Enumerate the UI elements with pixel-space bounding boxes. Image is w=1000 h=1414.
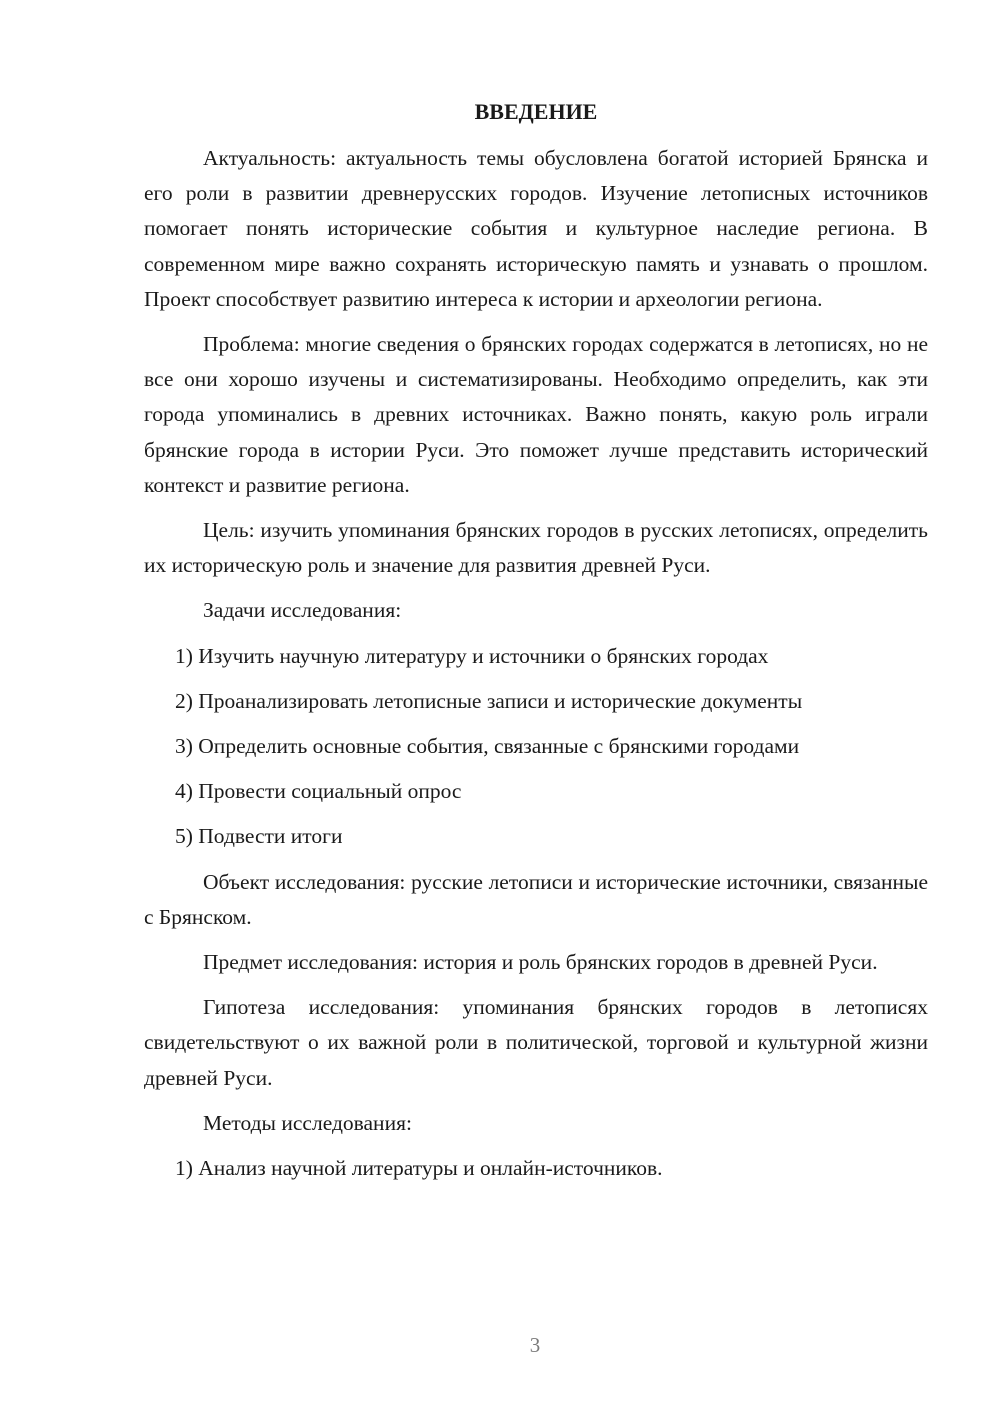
object-paragraph: Объект исследования: русские летописи и исторические источники, связанные с Брянском. (144, 869, 928, 929)
problem-paragraph: Проблема: многие сведения о брянских городах содержатся в летописях, но не все они хорошо изучены и систематизированы. Необходимо определить, как эти города упоминались в древних источниках. Важно понять, какую роль играли брянские города в истории Руси. Это поможет лучше представить исторический контекст и развитие региона. (144, 332, 928, 497)
subject-paragraph: Предмет исследования: история и роль брянских городов в древней Руси. (203, 950, 878, 975)
relevance-paragraph: Актуальность: актуальность темы обусловлена богатой историей Брянска и его роли в развитии древнерусских городов. Изучение летописных источников помогает понять исторические события и культурное наследие региона. В современном мире важно сохранять историческую память и узнавать о прошлом. Проект способствует развитию интереса к истории и археологии региона. (144, 146, 928, 311)
methods-title: Методы исследования: (203, 1110, 412, 1135)
task-item: 3) Определить основные события, связанные с брянскими городами (175, 734, 800, 759)
method-item: 1) Анализ научной литературы и онлайн-источников. (175, 1156, 663, 1181)
hypothesis-paragraph: Гипотеза исследования: упоминания брянских городов в летописях свидетельствуют о их важной роли в политической, торговой и культурной жизни древней Руси. (144, 995, 928, 1090)
task-item: 2) Проанализировать летописные записи и исторические документы (175, 688, 803, 713)
page-content (144, 94, 928, 1196)
page-heading: ВВЕДЕНИЕ (474, 99, 598, 124)
task-item: 4) Провести социальный опрос (175, 779, 462, 804)
page-number: 3 (529, 1333, 541, 1357)
task-item: 5) Подвести итоги (175, 824, 343, 849)
task-item: 1) Изучить научную литературу и источники о брянских городах (175, 643, 769, 668)
goal-paragraph: Цель: изучить упоминания брянских городов в русских летописях, определить их историческую роль и значение для развития древней Руси. (144, 518, 928, 578)
tasks-title: Задачи исследования: (203, 598, 402, 623)
